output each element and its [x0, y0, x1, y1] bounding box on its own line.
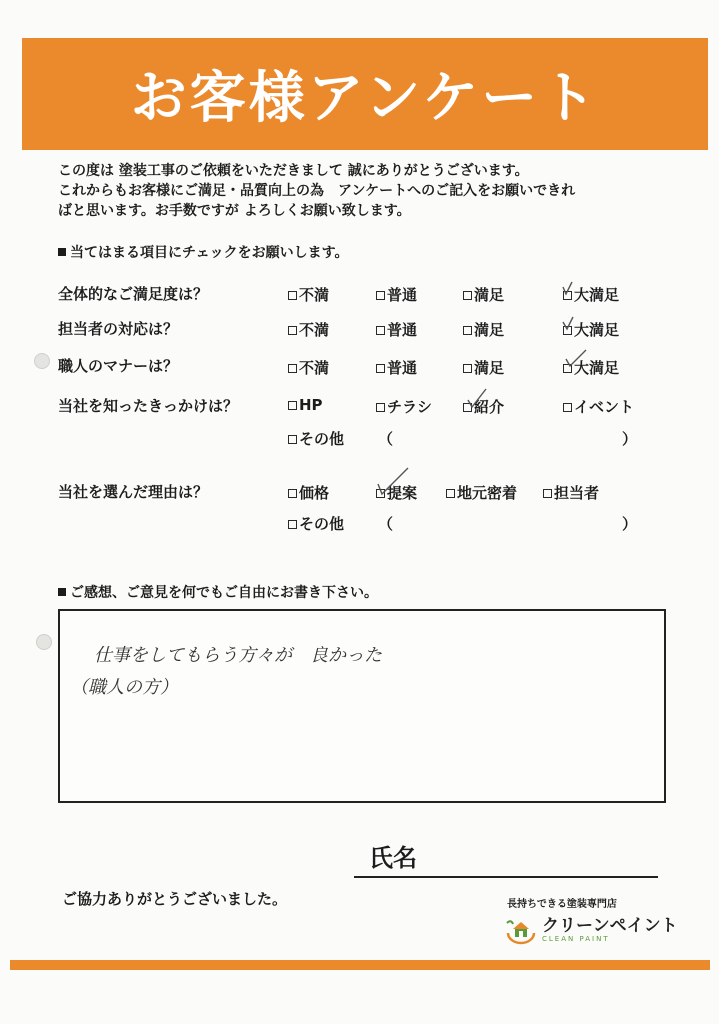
punch-hole-top: [34, 353, 50, 369]
comment-textarea[interactable]: [58, 609, 666, 803]
option-staff-normal[interactable]: [376, 319, 417, 340]
option-reason-other[interactable]: [288, 513, 344, 534]
option-reason-proposal[interactable]: [376, 482, 417, 503]
option-craftsmen-normal[interactable]: [376, 357, 417, 378]
option-label: 提案: [387, 484, 418, 502]
option-craftsmen-very-satisfied[interactable]: [563, 357, 619, 378]
checkbox[interactable]: [288, 291, 297, 300]
option-satisfaction-dissatisfied[interactable]: [288, 284, 329, 305]
option-source-event[interactable]: [563, 396, 634, 417]
company-tagline: 長持ちできる塗装専門店: [507, 899, 617, 910]
checkbox[interactable]: [288, 326, 297, 335]
page-title: お客様アンケート: [130, 66, 600, 131]
option-reason-staff[interactable]: [543, 482, 599, 503]
option-label: 満足: [474, 321, 505, 339]
question-reason: 当社を選んだ理由は？: [58, 483, 209, 501]
option-source-other[interactable]: [288, 428, 344, 449]
checkbox[interactable]: [463, 291, 472, 300]
option-satisfaction-satisfied[interactable]: [463, 284, 504, 305]
checkbox-checked[interactable]: [376, 489, 385, 498]
name-label: 氏名: [369, 844, 417, 872]
option-label: 普通: [387, 286, 418, 304]
checkbox[interactable]: [288, 489, 297, 498]
option-craftsmen-dissatisfied[interactable]: [288, 357, 329, 378]
brand-name: クリーンペイント: [542, 916, 678, 936]
option-label: 不満: [299, 286, 330, 304]
intro-line-1: この度は 塗装工事のご依頼をいただきまして 誠にありがとうございます。: [58, 163, 529, 179]
option-label: 価格: [299, 484, 330, 502]
punch-hole-bottom: [36, 634, 52, 650]
handwritten-comment-line-1: 仕事をしてもらう方々が 良かった: [94, 645, 382, 666]
house-logo-icon: [504, 915, 538, 945]
checkbox[interactable]: [376, 326, 385, 335]
square-bullet-icon: [58, 248, 66, 256]
option-source-flyer[interactable]: [376, 396, 432, 417]
checklist-heading-text: 当てはまる項目にチェックをお願いします。: [70, 245, 349, 261]
comments-heading-text: ご感想、ご意見を何でもご自由にお書き下さい。: [70, 585, 378, 601]
option-label: その他: [299, 430, 345, 448]
checkbox[interactable]: [463, 326, 472, 335]
checkbox[interactable]: [463, 364, 472, 373]
checkbox[interactable]: [376, 291, 385, 300]
other-close-paren: ）: [622, 430, 638, 448]
checkbox[interactable]: [563, 403, 572, 412]
option-label: 担当者: [554, 484, 600, 502]
other-close-paren: ）: [622, 515, 638, 533]
other-open-paren: （: [378, 430, 394, 448]
checkbox[interactable]: [288, 520, 297, 529]
checkbox[interactable]: [288, 364, 297, 373]
option-label: 普通: [387, 321, 418, 339]
checkbox[interactable]: [376, 364, 385, 373]
intro-line-2: これからもお客様にご満足・品質向上の為 アンケートへのご記入をお願いできれ: [58, 183, 576, 199]
question-satisfaction: 全体的なご満足度は？: [58, 285, 209, 303]
option-label: その他: [299, 515, 345, 533]
checklist-heading: [58, 242, 348, 262]
option-label: 不満: [299, 359, 330, 377]
option-reason-price[interactable]: [288, 482, 329, 503]
checkbox[interactable]: [288, 401, 297, 410]
option-label: 満足: [474, 359, 505, 377]
option-label: 紹介: [474, 398, 505, 416]
option-label: チラシ: [387, 398, 433, 416]
option-satisfaction-normal[interactable]: [376, 284, 417, 305]
option-source-hp[interactable]: [288, 396, 323, 414]
question-source: 当社を知ったきっかけは？: [58, 397, 239, 415]
checkbox[interactable]: [376, 403, 385, 412]
company-logo: [504, 915, 678, 945]
brand-name-en: CLEAN PAINT: [542, 935, 610, 943]
question-staff: 担当者の対応は？: [58, 320, 179, 338]
intro-line-3: ばと思います。お手数ですが よろしくお願い致します。: [58, 203, 411, 219]
checkbox[interactable]: [446, 489, 455, 498]
option-label: HP: [299, 396, 323, 414]
checkbox[interactable]: [543, 489, 552, 498]
option-label: 大満足: [574, 286, 620, 304]
option-label: 不満: [299, 321, 330, 339]
option-staff-very-satisfied[interactable]: [563, 319, 619, 340]
checkbox-checked[interactable]: [563, 326, 572, 335]
option-label: 普通: [387, 359, 418, 377]
title-banner: [22, 38, 708, 150]
option-label: 地元密着: [457, 484, 518, 502]
option-label: イベント: [574, 398, 635, 416]
option-staff-dissatisfied[interactable]: [288, 319, 329, 340]
option-label: 満足: [474, 286, 505, 304]
checkbox[interactable]: [288, 435, 297, 444]
option-staff-satisfied[interactable]: [463, 319, 504, 340]
checkbox-checked[interactable]: [463, 403, 472, 412]
option-label: 大満足: [574, 359, 620, 377]
thanks-text: ご協力ありがとうございました。: [62, 890, 288, 908]
intro-text: [58, 161, 688, 221]
question-craftsmen: 職人のマナーは？: [58, 357, 179, 375]
footer-accent-bar: [10, 960, 710, 970]
handwritten-comment-line-2: （職人の方）: [70, 677, 178, 698]
comments-heading: [58, 582, 378, 602]
option-craftsmen-satisfied[interactable]: [463, 357, 504, 378]
other-open-paren: （: [378, 515, 394, 533]
square-bullet-icon: [58, 588, 66, 596]
option-reason-local[interactable]: [446, 482, 517, 503]
name-input-line[interactable]: [354, 876, 658, 878]
option-source-referral[interactable]: [463, 396, 504, 417]
checkbox-checked[interactable]: [563, 291, 572, 300]
option-satisfaction-very-satisfied[interactable]: [563, 284, 619, 305]
checkbox-checked[interactable]: [563, 364, 572, 373]
option-label: 大満足: [574, 321, 620, 339]
